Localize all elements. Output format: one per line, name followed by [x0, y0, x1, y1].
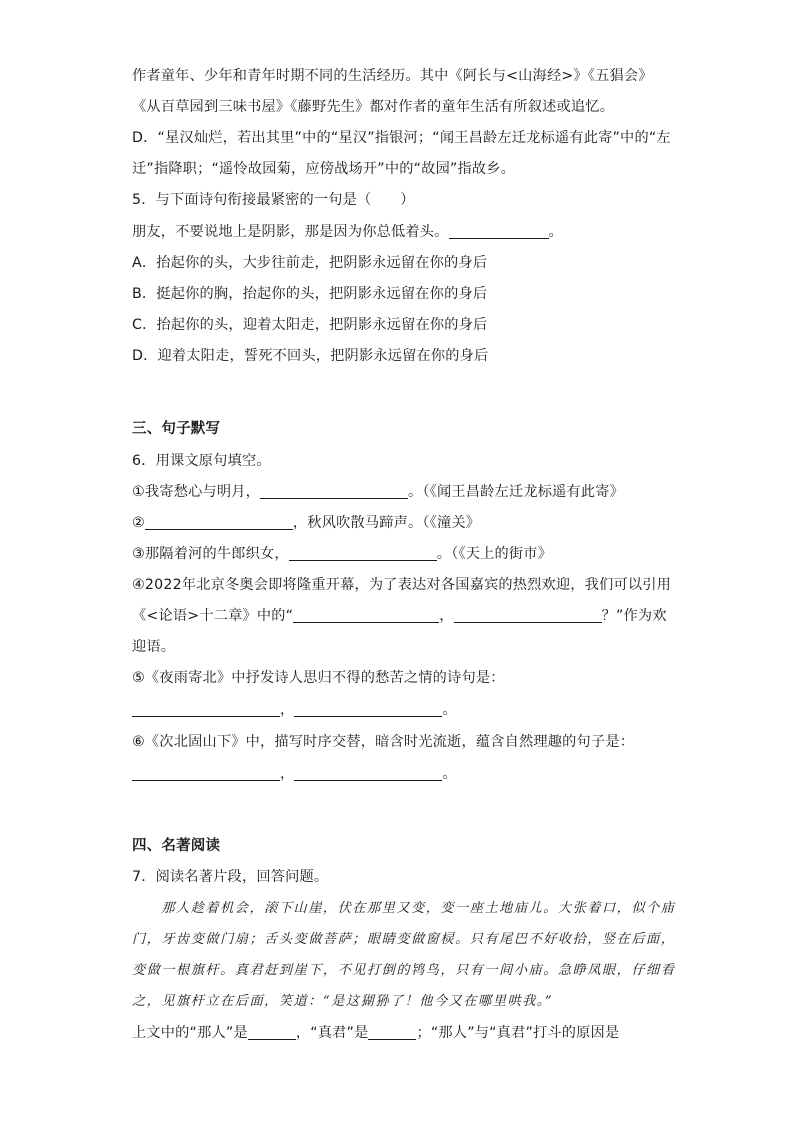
item-text: 《<论语>十二章》中的“ — [132, 608, 294, 624]
excerpt-line: 之，见旗杆立在后面，笑道：“是这猢狲了！他今又在哪里哄我。” — [132, 994, 554, 1009]
option-c[interactable]: C．抬起你的头，迎着太阳走，把阴影永远留在你的身后 — [132, 317, 488, 333]
item-end: 。 — [442, 766, 457, 782]
item-sep: ， — [280, 766, 295, 782]
prompt-text: 朋友，不要说地上是阴影，那是因为你总低着头。 — [132, 224, 449, 240]
option-d-line: D．“星汉灿烂，若出其里”中的“星汉”指银河；“闻王昌龄左迁龙标遥有此寄”中的“左 — [132, 130, 671, 146]
question-7-prompt — [132, 1023, 619, 1043]
answer-blank[interactable] — [132, 765, 280, 781]
answer-blank[interactable] — [368, 1024, 416, 1040]
fill-item-4-line1: ④2022年北京冬奥会即将隆重开幕，为了表达对各国嘉宾的热烈欢迎，我们可以引用 — [132, 577, 672, 593]
answer-blank[interactable] — [449, 223, 549, 239]
text-line: 作者童年、少年和青年时期不同的生活经历。其中《阿长与<山海经>》《五猖会》 — [132, 68, 653, 84]
item-sep: ， — [439, 608, 454, 624]
answer-blank[interactable] — [260, 483, 408, 499]
item-source: 。（《闻王昌龄左迁龙标遥有此寄》 — [408, 484, 625, 500]
option-d[interactable]: D．迎着太阳走，誓死不回头，把阴影永远留在你的身后 — [132, 348, 489, 364]
answer-blank[interactable] — [294, 701, 442, 717]
answer-blank[interactable] — [289, 545, 437, 561]
answer-blank[interactable] — [248, 1024, 296, 1040]
question-6-stem: 6．用课文原句填空。 — [132, 453, 271, 469]
item-text: ①我寄愁心与明月， — [132, 484, 261, 500]
prompt-text: 上文中的“那人”是 — [132, 1025, 248, 1041]
option-b[interactable]: B．挺起你的胸，抬起你的头，把阴影永远留在你的身后 — [132, 286, 488, 302]
fill-item-4-line2 — [132, 606, 667, 626]
fill-item-5-line1: ⑤《夜雨寄北》中抒发诗人思归不得的愁苦之情的诗句是： — [132, 670, 505, 686]
prompt-end: 。 — [548, 224, 563, 240]
question-5-prompt — [132, 222, 563, 242]
prompt-text: ；“那人”与“真君”打斗的原因是 — [416, 1025, 620, 1041]
item-end: 。 — [442, 702, 457, 718]
fill-item-3 — [132, 544, 552, 564]
excerpt-line: 变做一根旗杆。真君赶到崖下，不见打倒的鸨鸟，只有一间小庙。急睁凤眼，仔细看 — [132, 963, 676, 978]
section-3-heading: 三、句子默写 — [132, 421, 221, 437]
fill-item-6-line1: ⑥《次北固山下》中，描写时序交替，暗含时光流逝，蕴含自然理趣的句子是： — [132, 734, 635, 750]
option-a[interactable]: A．抬起你的头，大步往前走，把阴影永远留在你的身后 — [132, 255, 488, 271]
option-d-line: 迁”指降职；“遥怜故园菊，应傍战场开”中的“故园”指故乡。 — [132, 161, 516, 177]
answer-blank[interactable] — [132, 701, 280, 717]
excerpt-line: 门，牙齿变做门扇；舌头变做菩萨；眼睛变做窗棂。只有尾巴不好收拾，竖在后面， — [132, 932, 676, 947]
prompt-text: ，“真君”是 — [295, 1025, 369, 1041]
item-sep: ， — [280, 702, 295, 718]
fill-item-2 — [132, 513, 480, 533]
answer-blank[interactable] — [294, 765, 442, 781]
item-text: ② — [132, 515, 145, 531]
excerpt-line: 那人趁着机会，滚下山崖，伏在那里又变，变一座土地庙儿。大张着口，似个庙 — [132, 901, 676, 916]
item-source: 。（《天上的街市》 — [436, 546, 553, 562]
item-text: ③那隔着河的牛郎织女， — [132, 546, 289, 562]
answer-blank[interactable] — [454, 607, 602, 623]
answer-blank[interactable] — [145, 514, 293, 530]
text-line: 《从百草园到三味书屋》《藤野先生》都对作者的童年生活有所叙述或追忆。 — [132, 99, 615, 115]
section-4-heading: 四、名著阅读 — [132, 838, 221, 854]
item-text: ？”作为欢 — [601, 608, 667, 624]
fill-item-5-blanks — [132, 700, 457, 720]
item-source: ，秋风吹散马蹄声。（《潼关》 — [292, 515, 481, 531]
question-5-stem: 5．与下面诗句衔接最紧密的一句是（ ） — [132, 192, 415, 208]
fill-item-1 — [132, 482, 624, 502]
fill-item-4-line3: 迎语。 — [132, 639, 176, 655]
fill-item-6-blanks — [132, 764, 457, 784]
question-7-stem: 7．阅读名著片段，回答问题。 — [132, 869, 329, 885]
answer-blank[interactable] — [293, 607, 439, 623]
